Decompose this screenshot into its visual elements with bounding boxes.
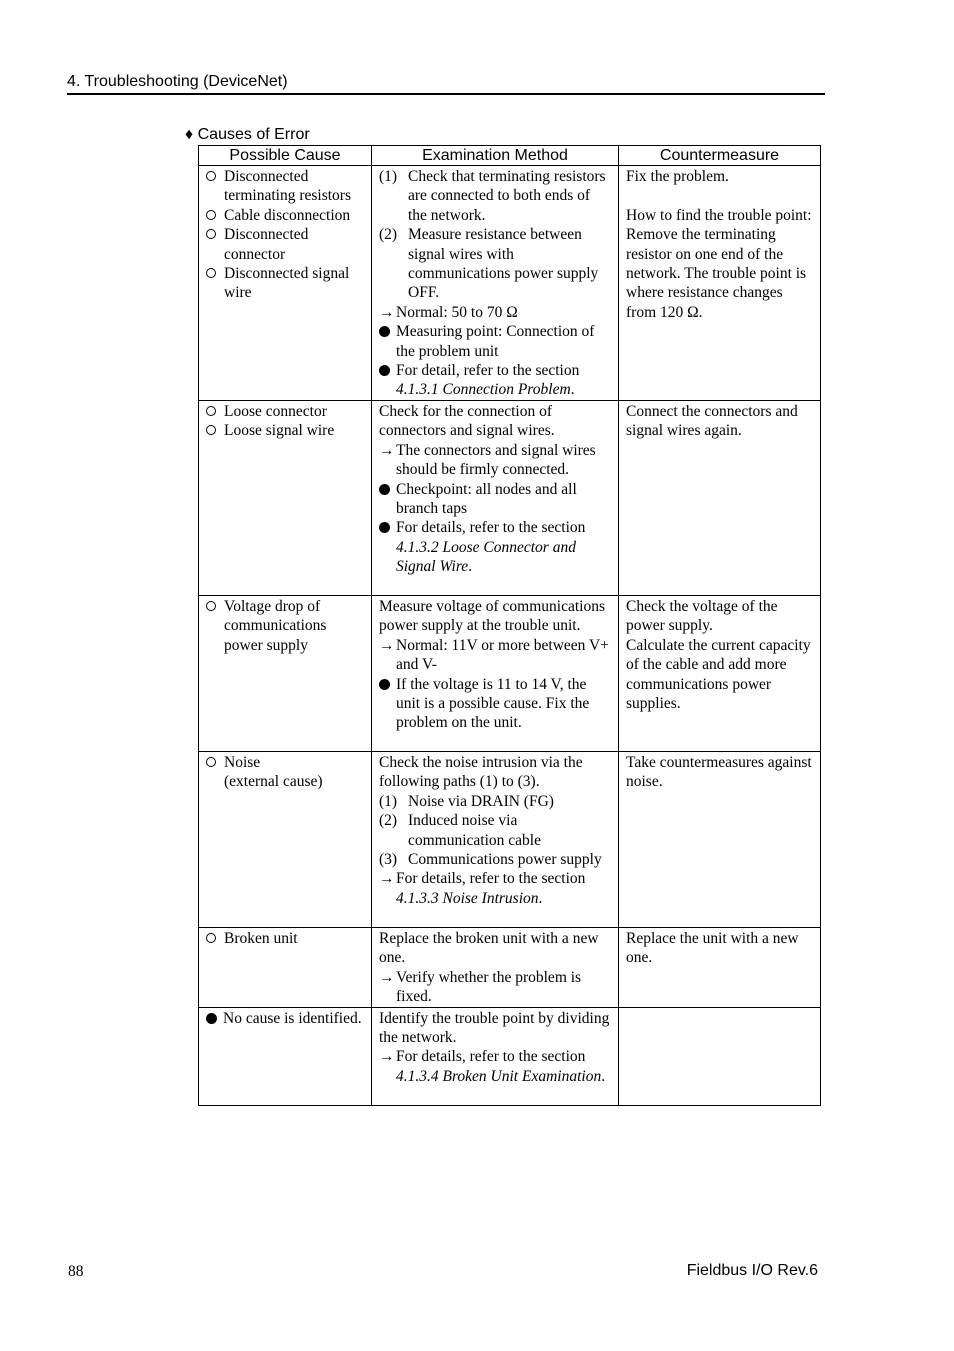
arrow-right-icon: → <box>379 303 395 321</box>
diamond-bullet-icon: ♦ <box>185 126 194 143</box>
exam-result: Normal: 11V or more between V+ and V- <box>396 636 609 674</box>
cause-item: No cause is identified. <box>223 1009 362 1027</box>
circle-bullet-icon <box>206 406 216 416</box>
exam-note: Checkpoint: all nodes and all branch taps <box>396 480 577 518</box>
exam-result: Normal: 50 to 70 Ω <box>396 303 518 321</box>
cause-item: Disconnected signal wire <box>224 265 350 302</box>
examination-method-cell <box>372 596 619 752</box>
table-row <box>199 928 821 1008</box>
exam-step: Check for the connection of connectors and signal wires. <box>379 403 555 440</box>
exam-step: Identify the trouble point by dividing the network. <box>379 1009 610 1047</box>
filled-bullet-icon <box>379 365 390 376</box>
section-reference: 4.1.3.2 Loose Connector and Signal Wire <box>396 538 576 576</box>
table-row <box>199 401 821 596</box>
countermeasure-cell <box>619 752 821 928</box>
cause-item: Voltage drop of communications power supply <box>224 598 327 654</box>
exam-result: Verify whether the problem is fixed. <box>396 968 582 1006</box>
page-number: 88 <box>68 1263 84 1280</box>
section-reference: 4.1.3.3 Noise Intrusion <box>396 889 539 907</box>
step-number: (2) <box>379 812 398 830</box>
section-title <box>185 126 310 144</box>
circle-bullet-icon <box>206 229 216 239</box>
exam-step: Check the noise intrusion via the following paths (1) to (3). <box>379 754 583 791</box>
countermeasure-text: Connect the connectors and signal wires again. <box>626 403 798 440</box>
arrow-right-icon: → <box>379 441 395 459</box>
period: . <box>570 381 575 399</box>
exam-note: For details, refer to the section <box>396 519 586 537</box>
countermeasure-text: Calculate the current capacity of the cable and add more communications power supplies. <box>626 636 811 713</box>
column-header: Countermeasure <box>619 146 821 166</box>
examination-method-cell <box>372 1007 619 1105</box>
exam-step: Communications power supply <box>408 851 602 869</box>
table-header-row <box>199 146 821 166</box>
exam-note: If the voltage is 11 to 14 V, the unit is a possible cause. Fix the problem on the unit. <box>396 675 590 732</box>
filled-bullet-icon <box>379 522 390 533</box>
exam-step: Measure resistance between signal wires with communications power supply OFF. <box>408 226 599 302</box>
cause-item: Cable disconnection <box>224 206 351 224</box>
arrow-right-icon: → <box>379 968 395 986</box>
exam-note: For detail, refer to the section <box>396 362 580 380</box>
filled-bullet-icon <box>379 326 390 337</box>
circle-bullet-icon <box>206 933 216 943</box>
possible-cause-cell <box>199 752 372 928</box>
circle-bullet-icon <box>206 268 216 278</box>
cause-item: Disconnected terminating resistors <box>224 168 351 205</box>
step-number: (2) <box>379 226 398 244</box>
running-header: 4. Troubleshooting (DeviceNet) <box>67 72 825 95</box>
column-header: Examination Method <box>372 146 619 166</box>
section-reference: 4.1.3.4 Broken Unit Examination <box>396 1067 602 1085</box>
countermeasure-cell <box>619 1007 821 1105</box>
step-number: (1) <box>379 168 398 185</box>
filled-bullet-icon <box>379 484 390 495</box>
circle-bullet-icon <box>206 757 216 767</box>
countermeasure-text: Check the voltage of the power supply. <box>626 598 778 635</box>
step-number: (3) <box>379 851 398 869</box>
period: . <box>468 558 473 576</box>
document-title: Fieldbus I/O Rev.6 <box>686 1262 818 1279</box>
examination-method-cell <box>372 166 619 401</box>
exam-note: For details, refer to the section <box>396 870 586 888</box>
exam-step: Replace the broken unit with a new one. <box>379 930 599 967</box>
section-title-text: Causes of Error <box>197 126 310 143</box>
table-row <box>199 596 821 752</box>
exam-note: Measuring point: Connection of the problem unit <box>396 323 595 360</box>
period: . <box>601 1067 606 1085</box>
step-number: (1) <box>379 792 398 810</box>
cause-item: Loose signal wire <box>224 422 335 440</box>
countermeasure-text: Replace the unit with a new one. <box>626 930 799 967</box>
cause-item-detail: (external cause) <box>224 773 323 791</box>
circle-bullet-icon <box>206 171 216 181</box>
filled-bullet-icon <box>206 1013 217 1024</box>
cause-item: Loose connector <box>224 403 327 420</box>
table-row <box>199 752 821 928</box>
examination-method-cell <box>372 401 619 596</box>
countermeasure-text: How to find the trouble point: <box>626 206 812 224</box>
countermeasure-text: Remove the terminating resistor on one end of the network. The trouble point is where resistance changes from 120 Ω. <box>626 226 807 321</box>
examination-method-cell <box>372 752 619 928</box>
countermeasure-text: Fix the problem. <box>626 168 729 185</box>
cause-item: Noise <box>224 754 261 771</box>
arrow-right-icon: → <box>379 1048 395 1066</box>
section-reference: 4.1.3.1 Connection Problem <box>396 381 571 399</box>
circle-bullet-icon <box>206 425 216 435</box>
countermeasure-text: Take countermeasures against noise. <box>626 754 812 791</box>
exam-result: The connectors and signal wires should be firmly connected. <box>396 441 596 479</box>
possible-cause-cell <box>199 928 372 1008</box>
causes-of-error-table <box>198 145 821 1106</box>
exam-note: For details, refer to the section <box>396 1048 586 1066</box>
examination-method-cell <box>372 928 619 1008</box>
arrow-right-icon: → <box>379 636 395 654</box>
filled-bullet-icon <box>379 679 390 690</box>
exam-step: Check that terminating resistors are connected to both ends of the network. <box>408 168 606 224</box>
exam-step: Induced noise via communication cable <box>408 812 541 849</box>
possible-cause-cell <box>199 401 372 596</box>
possible-cause-cell <box>199 166 372 401</box>
countermeasure-cell <box>619 928 821 1008</box>
arrow-right-icon: → <box>379 870 395 888</box>
exam-step: Measure voltage of communications power supply at the trouble unit. <box>379 598 605 635</box>
countermeasure-cell <box>619 166 821 401</box>
table-row <box>199 1007 821 1105</box>
circle-bullet-icon <box>206 210 216 220</box>
possible-cause-cell <box>199 596 372 752</box>
cause-item: Broken unit <box>224 930 298 947</box>
countermeasure-cell <box>619 596 821 752</box>
table-row <box>199 166 821 401</box>
circle-bullet-icon <box>206 601 216 611</box>
countermeasure-cell <box>619 401 821 596</box>
column-header: Possible Cause <box>199 146 372 166</box>
possible-cause-cell <box>199 1007 372 1105</box>
exam-step: Noise via DRAIN (FG) <box>408 792 554 810</box>
cause-item: Disconnected connector <box>224 226 309 263</box>
period: . <box>538 889 543 907</box>
